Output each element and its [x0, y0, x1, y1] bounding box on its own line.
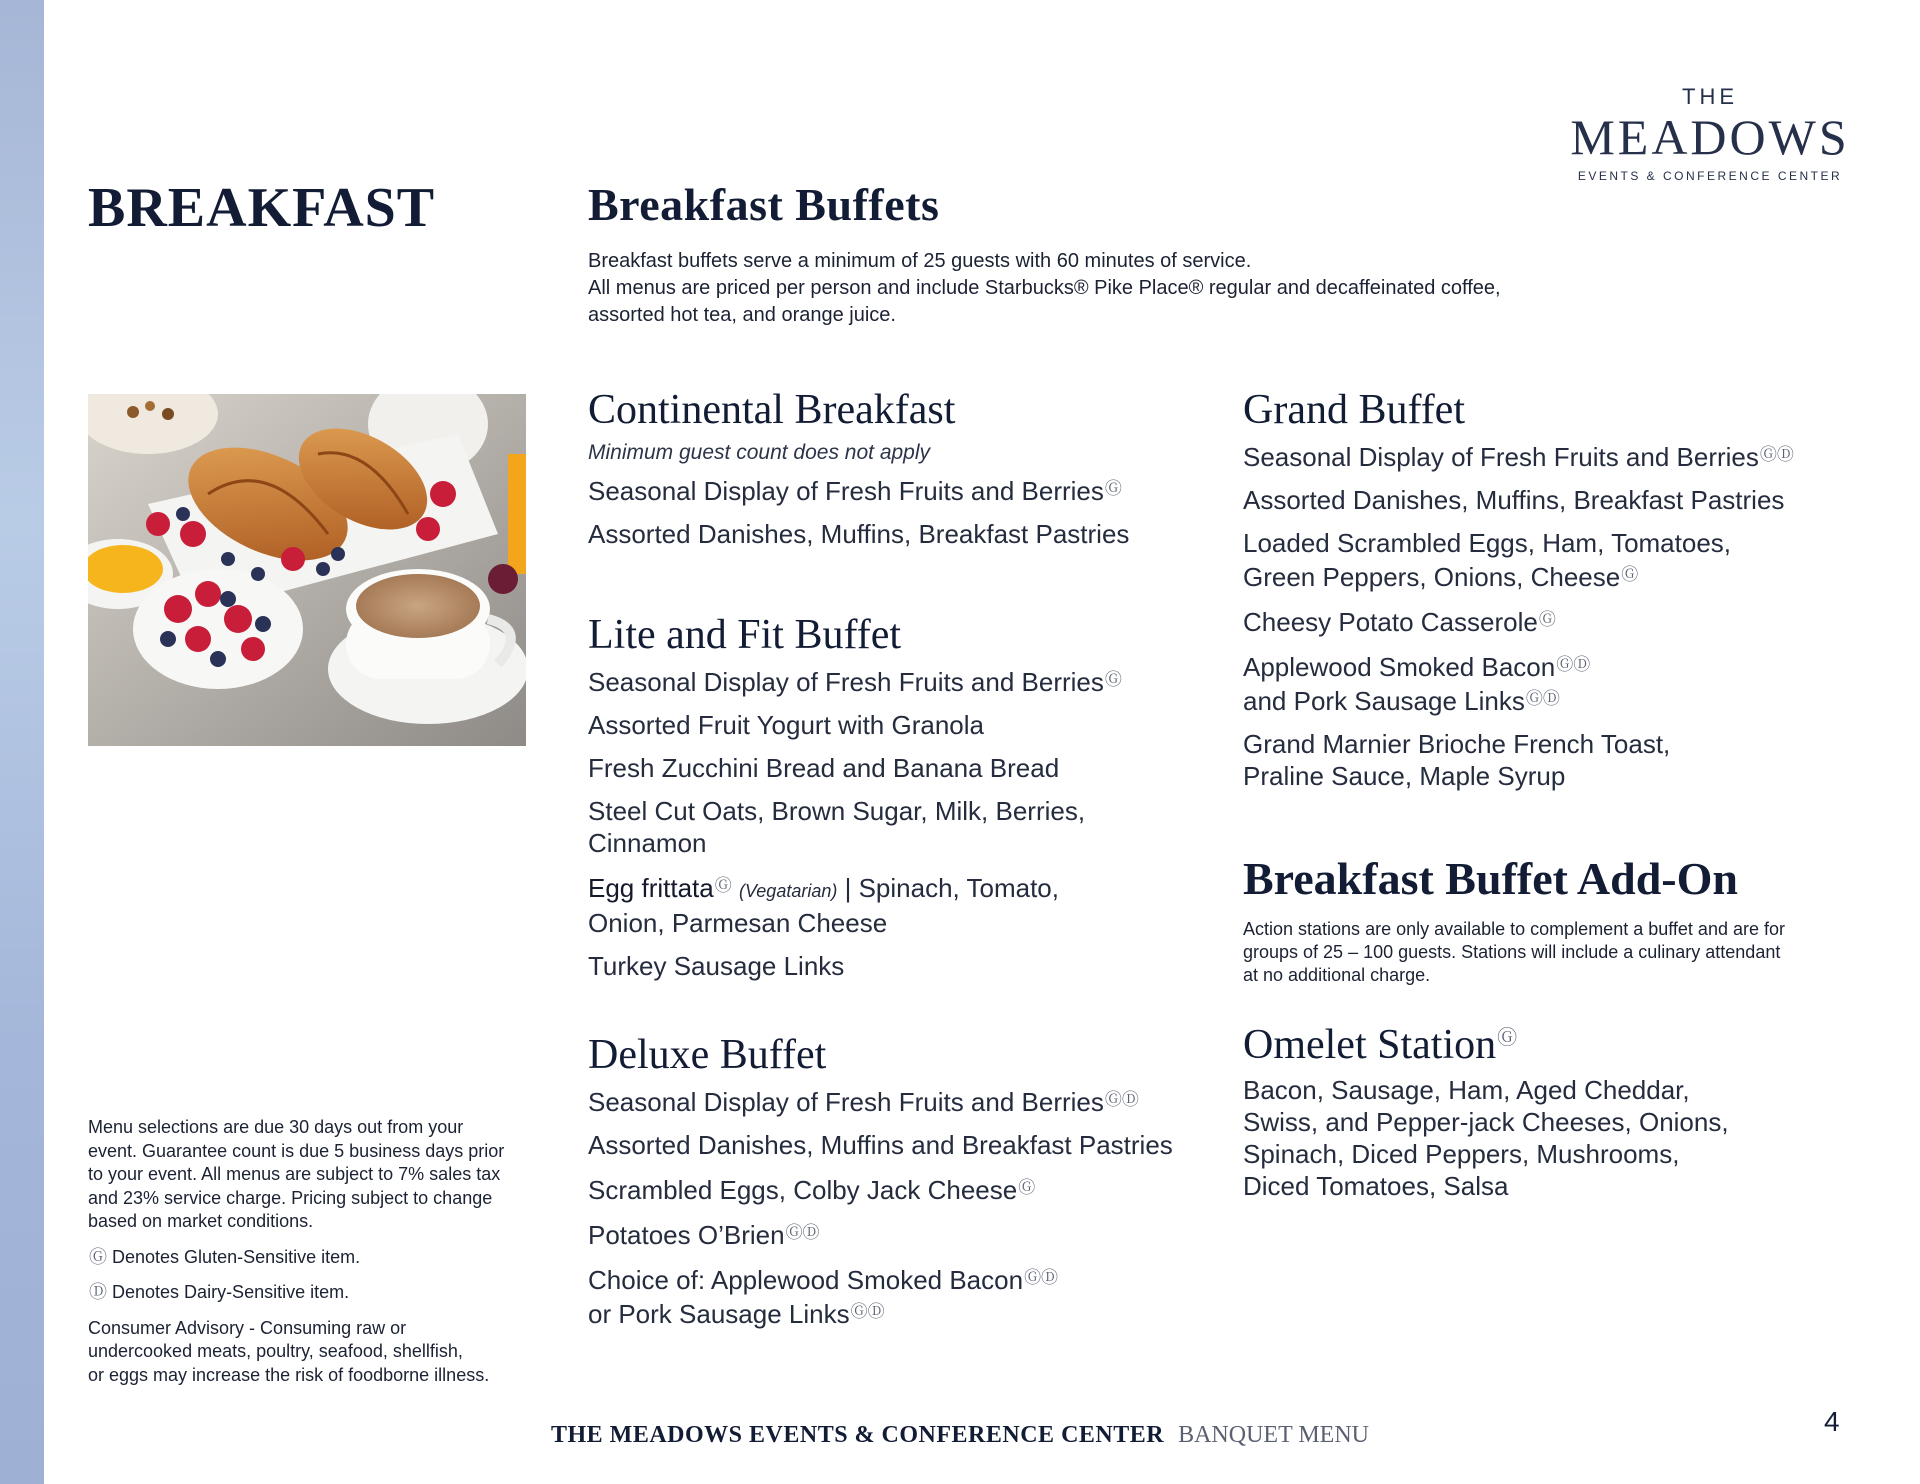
- meadows-logo: [1560, 84, 1860, 186]
- menu-item: [588, 795, 1188, 859]
- menu-item: [588, 870, 1188, 939]
- breakfast-photo: [88, 394, 526, 746]
- menu-notes: [88, 1116, 548, 1399]
- omelet-station-title: [1243, 1013, 1863, 1070]
- addon-description-line: Action stations are only available to complement a buffet and are for: [1243, 919, 1785, 939]
- menu-item-text: Cheesy Potato Casserole: [1243, 607, 1538, 637]
- menu-item: [588, 518, 1188, 550]
- dairy-sensitive-icon: Ⓓ: [89, 1282, 107, 1302]
- menu-item: [1243, 728, 1843, 792]
- gluten-legend: [88, 1246, 548, 1270]
- menu-item-text: Cinnamon: [588, 828, 707, 858]
- footer-menu-label: BANQUET MENU: [1178, 1422, 1369, 1448]
- menu-item: [588, 664, 1188, 698]
- menu-item: [1243, 649, 1843, 717]
- menu-item: [588, 950, 1188, 982]
- menu-item-text: and Pork Sausage Links: [1243, 686, 1525, 716]
- menu-item: [588, 1217, 1228, 1251]
- dairy-legend: [88, 1281, 548, 1305]
- menu-item: [588, 1084, 1228, 1118]
- menu-item-text: Applewood Smoked Bacon: [1243, 652, 1556, 682]
- menu-item-text: Steel Cut Oats, Brown Sugar, Milk, Berries,: [588, 796, 1086, 826]
- menu-item-text: Diced Tomatoes, Salsa: [1243, 1171, 1509, 1201]
- breakfast-buffets-title: Breakfast Buffets: [588, 179, 940, 230]
- addon-title: Breakfast Buffet Add-On: [1243, 853, 1738, 904]
- menu-item: [1243, 604, 1843, 638]
- menu-item: [1243, 484, 1843, 516]
- logo-name: MEADOWS: [1570, 109, 1850, 165]
- policy-line: event. Guarantee count is due 5 business days prior: [88, 1140, 505, 1161]
- gluten-dairy-sensitive-icon: ⒼⒹ: [1024, 1268, 1059, 1287]
- addon-section: [1243, 852, 1863, 1213]
- dairy-legend-text: Denotes Dairy-Sensitive item.: [112, 1282, 350, 1302]
- gluten-sensitive-icon: Ⓖ: [1538, 610, 1556, 629]
- menu-item: [1243, 527, 1843, 593]
- grand-title: Grand Buffet: [1243, 387, 1465, 433]
- logo-the: THE: [1682, 84, 1738, 109]
- advisory-line: Consumer Advisory - Consuming raw or: [88, 1317, 407, 1338]
- gluten-dairy-sensitive-icon: ⒼⒹ: [1556, 655, 1591, 674]
- menu-item: [588, 1172, 1228, 1206]
- menu-item: [588, 709, 1188, 741]
- menu-item-text: Scrambled Eggs, Colby Jack Cheese: [588, 1175, 1018, 1205]
- omelet-station-title-text: Omelet Station: [1243, 1022, 1497, 1068]
- intro-line: All menus are priced per person and include Starbucks® Pike Place® regular and decaffeinated coffee,: [588, 277, 1501, 299]
- menu-item-text: Praline Sauce, Maple Syrup: [1243, 761, 1566, 791]
- gluten-sensitive-icon: Ⓖ: [714, 876, 732, 895]
- intro-line: Breakfast buffets serve a minimum of 25 guests with 60 minutes of service.: [588, 250, 1252, 272]
- advisory-line: or eggs may increase the risk of foodborne illness.: [88, 1364, 490, 1385]
- lite-fit-section: [588, 610, 1188, 993]
- policy-line: to your event. All menus are subject to 7% sales tax: [88, 1164, 501, 1184]
- continental-title: Continental Breakfast: [588, 387, 956, 433]
- gluten-sensitive-icon: Ⓖ: [1018, 1178, 1036, 1197]
- lite-fit-title: Lite and Fit Buffet: [588, 612, 902, 658]
- gluten-sensitive-icon: Ⓖ: [1104, 670, 1122, 689]
- menu-item-text: Onion, Parmesan Cheese: [588, 908, 888, 938]
- policy-line: based on market conditions.: [88, 1211, 314, 1231]
- vegetarian-note: (Vegatarian): [738, 881, 838, 901]
- deluxe-section: [588, 1030, 1228, 1341]
- menu-item-text: Assorted Danishes, Muffins, Breakfast Pastries: [588, 519, 1130, 549]
- addon-description-line: groups of 25 – 100 guests. Stations will include a culinary attendant: [1243, 942, 1781, 962]
- buffets-intro: [588, 248, 1618, 329]
- menu-item-text: Seasonal Display of Fresh Fruits and Berries: [588, 476, 1104, 506]
- gluten-dairy-sensitive-icon: ⒼⒹ: [785, 1223, 820, 1242]
- policy-line: Menu selections are due 30 days out from your: [88, 1117, 464, 1137]
- page-number: 4: [1824, 1406, 1840, 1437]
- menu-item: [588, 1262, 1228, 1330]
- gluten-sensitive-icon: Ⓖ: [89, 1246, 107, 1267]
- continental-section: [588, 385, 1188, 561]
- gluten-sensitive-icon: Ⓖ: [1497, 1027, 1518, 1049]
- page-footer: [0, 1422, 1920, 1449]
- menu-item: [1243, 439, 1843, 473]
- menu-item-text: | Spinach, Tomato,: [844, 873, 1059, 903]
- gluten-dairy-sensitive-icon: ⒼⒹ: [1525, 689, 1560, 708]
- deluxe-title: Deluxe Buffet: [588, 1032, 827, 1078]
- policy-line: and 23% service charge. Pricing subject to change: [88, 1187, 493, 1208]
- gluten-sensitive-icon: Ⓖ: [1621, 565, 1639, 584]
- consumer-advisory: [88, 1317, 548, 1388]
- menu-item-text: Grand Marnier Brioche French Toast,: [1243, 729, 1671, 759]
- decorative-side-strip: [0, 0, 44, 1484]
- advisory-line: undercooked meats, poultry, seafood, shellfish,: [88, 1341, 463, 1361]
- addon-description: [1243, 918, 1863, 987]
- menu-item-text: Assorted Fruit Yogurt with Granola: [588, 710, 984, 740]
- menu-item-text: Fresh Zucchini Bread and Banana Bread: [588, 753, 1060, 783]
- grand-section: [1243, 385, 1843, 803]
- menu-item: [588, 1129, 1228, 1161]
- menu-item-text: Potatoes O’Brien: [588, 1220, 785, 1250]
- gluten-dairy-sensitive-icon: ⒼⒹ: [1759, 445, 1794, 464]
- logo-subtitle: EVENTS & CONFERENCE CENTER: [1577, 169, 1843, 183]
- menu-item-text: Seasonal Display of Fresh Fruits and Berries: [588, 667, 1104, 697]
- gluten-legend-text: Denotes Gluten-Sensitive item.: [112, 1246, 361, 1267]
- continental-note: Minimum guest count does not apply: [588, 441, 931, 464]
- menu-item-text: Egg frittata: [588, 873, 714, 903]
- menu-item-text: Bacon, Sausage, Ham, Aged Cheddar,: [1243, 1075, 1690, 1105]
- menu-item-text: Spinach, Diced Peppers, Mushrooms,: [1243, 1139, 1680, 1169]
- menu-item-text: Loaded Scrambled Eggs, Ham, Tomatoes,: [1243, 528, 1732, 558]
- menu-item-text: Seasonal Display of Fresh Fruits and Berries: [1243, 442, 1759, 472]
- policy-note: [88, 1116, 548, 1234]
- menu-item-text: Green Peppers, Onions, Cheese: [1243, 562, 1621, 592]
- menu-item: [588, 752, 1188, 784]
- menu-item-text: Assorted Danishes, Muffins, Breakfast Pastries: [1243, 485, 1785, 515]
- menu-item-text: Choice of: Applewood Smoked Bacon: [588, 1265, 1024, 1295]
- menu-item-text: or Pork Sausage Links: [588, 1299, 850, 1329]
- menu-item-text: Turkey Sausage Links: [588, 951, 845, 981]
- gluten-dairy-sensitive-icon: ⒼⒹ: [850, 1302, 885, 1321]
- menu-item-text: Assorted Danishes, Muffins and Breakfast Pastries: [588, 1130, 1173, 1160]
- gluten-sensitive-icon: Ⓖ: [1104, 479, 1122, 498]
- menu-item: [1243, 1074, 1863, 1202]
- addon-description-line: at no additional charge.: [1243, 965, 1431, 985]
- menu-item-text: Swiss, and Pepper-jack Cheeses, Onions,: [1243, 1107, 1729, 1137]
- page-title: BREAKFAST: [88, 177, 436, 239]
- menu-item: [588, 473, 1188, 507]
- menu-item-text: Seasonal Display of Fresh Fruits and Berries: [588, 1087, 1104, 1117]
- intro-line: assorted hot tea, and orange juice.: [588, 304, 896, 326]
- gluten-dairy-sensitive-icon: ⒼⒹ: [1104, 1090, 1139, 1109]
- footer-venue: THE MEADOWS EVENTS & CONFERENCE CENTER: [551, 1422, 1165, 1448]
